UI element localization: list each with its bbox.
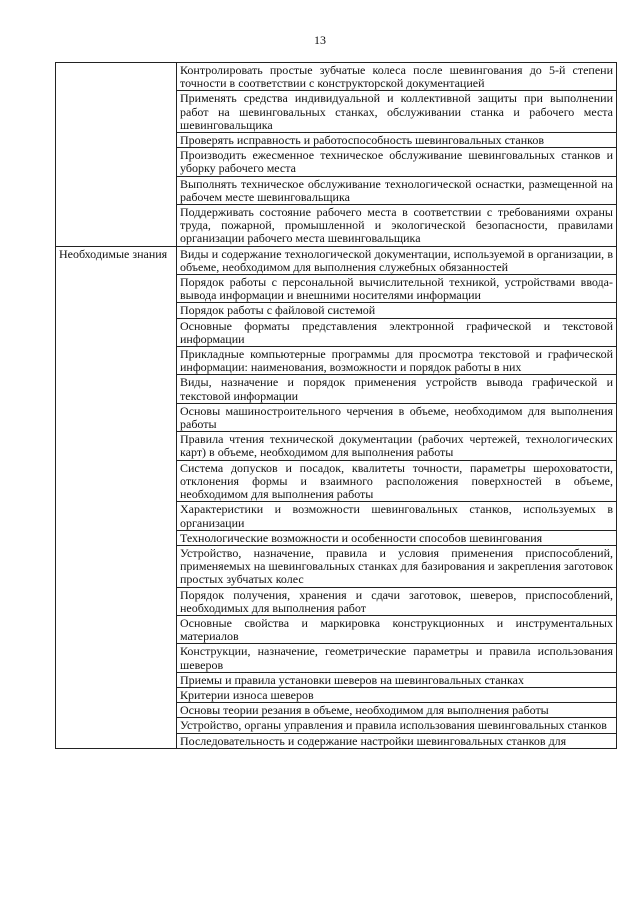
list-item: Применять средства индивидуальной и коллективной защиты при выполнении работ на шевинговальных станках, обслуживании станка и рабочего места шевинговальщика bbox=[177, 91, 617, 133]
table-row bbox=[56, 63, 617, 91]
list-item: Производить ежесменное техническое обслуживание шевинговальных станков и уборку рабочего места bbox=[177, 148, 617, 176]
list-item: Порядок получения, хранения и сдачи заготовок, шеверов, приспособлений, необходимых для выполнения работ bbox=[177, 587, 617, 615]
list-item: Правила чтения технической документации (рабочих чертежей, технологических карт) в объеме, необходимом для выполнения работы bbox=[177, 432, 617, 460]
list-item: Основы теории резания в объеме, необходимом для выполнения работы bbox=[177, 703, 617, 718]
list-item: Основные свойства и маркировка конструкционных и инструментальных материалов bbox=[177, 615, 617, 643]
list-item: Контролировать простые зубчатые колеса после шевингования до 5-й степени точности в соответствии с конструкторской документацией bbox=[177, 63, 617, 91]
list-item: Выполнять техническое обслуживание технологической оснастки, размещенной на рабочем месте шевинговальщика bbox=[177, 176, 617, 204]
requirements-table bbox=[55, 62, 617, 749]
list-item: Виды, назначение и порядок применения устройств вывода графической и текстовой информации bbox=[177, 375, 617, 403]
list-item: Система допусков и посадок, квалитеты точности, параметры шероховатости, отклонения формы и взаимного расположения поверхностей в объеме, необходимом для выполнения работы bbox=[177, 460, 617, 502]
list-item: Проверять исправность и работоспособность шевинговальных станков bbox=[177, 133, 617, 148]
list-item: Характеристики и возможности шевинговальных станков, используемых в организации bbox=[177, 502, 617, 530]
list-item: Устройство, назначение, правила и условия применения приспособлений, применяемых на шевинговальных станках для базирования и закрепления заготовок простых зубчатых колес bbox=[177, 545, 617, 587]
list-item: Устройство, органы управления и правила использования шевинговальных станков bbox=[177, 718, 617, 733]
list-item: Порядок работы с файловой системой bbox=[177, 303, 617, 318]
category-cell-knowledge: Необходимые знания bbox=[56, 246, 177, 748]
list-item: Порядок работы с персональной вычислительной техникой, устройствами ввода-вывода информации и внешними носителями информации bbox=[177, 275, 617, 303]
list-item: Основы машиностроительного черчения в объеме, необходимом для выполнения работы bbox=[177, 403, 617, 431]
list-item: Виды и содержание технологической документации, используемой в организации, в объеме, необходимом для выполнения служебных обязанностей bbox=[177, 246, 617, 274]
list-item: Прикладные компьютерные программы для просмотра текстовой и графической информации: наименования, возможности и порядок работы в них bbox=[177, 347, 617, 375]
list-item: Критерии износа шеверов bbox=[177, 687, 617, 702]
page-number: 13 bbox=[314, 33, 326, 47]
category-cell bbox=[56, 63, 177, 247]
list-item: Конструкции, назначение, геометрические параметры и правила использования шеверов bbox=[177, 644, 617, 672]
list-item: Приемы и правила установки шеверов на шевинговальных станках bbox=[177, 672, 617, 687]
list-item: Основные форматы представления электронной графической и текстовой информации bbox=[177, 318, 617, 346]
table-row bbox=[56, 246, 617, 274]
list-item: Поддерживать состояние рабочего места в соответствии с требованиями охраны труда, пожарной, промышленной и экологической безопасности, правилами организации рабочего места шевинговальщика bbox=[177, 205, 617, 247]
list-item: Последовательность и содержание настройки шевинговальных станков для bbox=[177, 733, 617, 748]
list-item: Технологические возможности и особенности способов шевингования bbox=[177, 530, 617, 545]
